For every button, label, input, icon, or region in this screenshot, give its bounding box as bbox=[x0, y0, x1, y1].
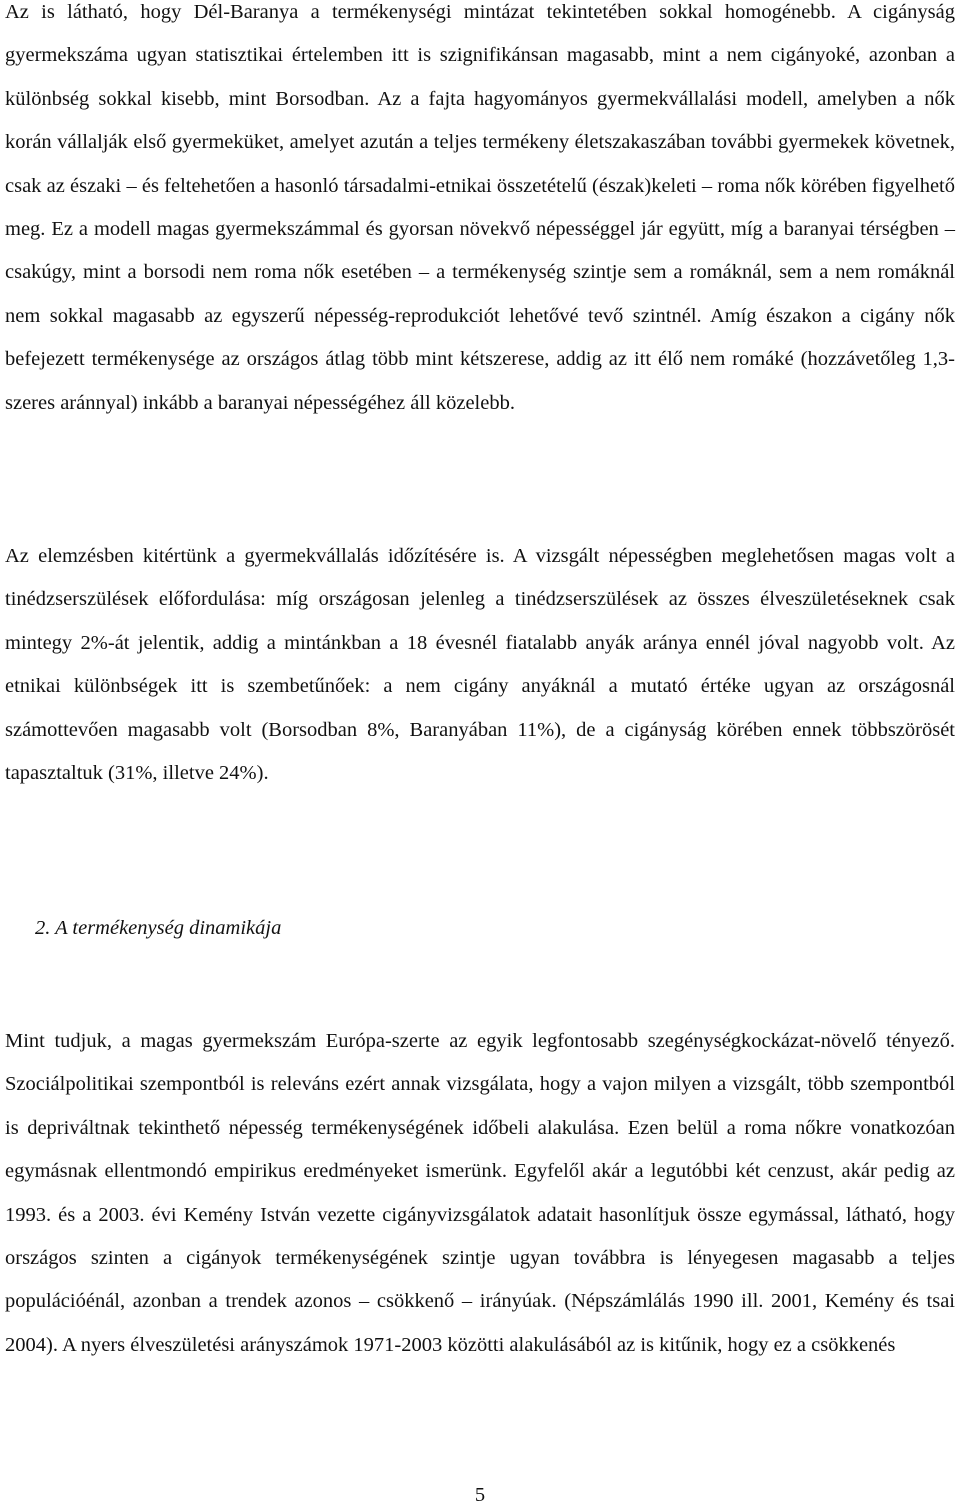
paragraph-fertility-dynamics: Mint tudjuk, a magas gyermekszám Európa-szerte az egyik legfontosabb szegénységkockázat-növelő tényező. Szociálpolitikai szempontból is releváns ezért annak vizsgálata, hogy a vajon milyen a vizsgált, több szempontból is depriváltnak tekinthető népesség termékenységének időbeli alakulása. Ezen belül a roma nőkre vonatkozóan egymásnak ellentmondó empirikus eredményeket ismerünk. Egyfelől akár a legutóbbi két cenzust, akár pedig az 1993. és a 2003. évi Kemény István vezette cigányvizsgálatok adatait hasonlítjuk össze egymással, látható, hogy országos szinten a cigányok termékenységének szintje ugyan továbbra is lényegesen magasabb a teljes populációénál, azonban a trendek azonos – csökkenő – irányúak. (Népszámlálás 1990 ill. 2001, Kemény és tsai 2004). A nyers élveszületési arányszámok 1971-2003 közötti alakulásából az is kitűnik, hogy ez a csökkenés bbox=[5, 1030, 955, 1356]
page-number: 5 bbox=[474, 1484, 486, 1506]
paragraph-fertility-pattern: Az is látható, hogy Dél-Baranya a termékenységi mintázat tekintetében sokkal homogénebb. A cigányság gyermekszáma ugyan statisztikai értelemben itt is szignifikánsan magasabb, mint a nem cigányoké, azonban a különbség sokkal kisebb, mint Borsodban. Az a fajta hagyományos gyermekvállalási modell, amelyben a nők korán vállalják első gyermeküket, amelyet azután a teljes termékeny életszakaszában további gyermekek követnek, csak az északi – és feltehetően a hasonló társadalmi-etnikai összetételű (észak)keleti – roma nők körében figyelhető meg. Ez a modell magas gyermekszámmal és gyorsan növekvő népességgel jár együtt, míg a baranyai térségben – csakúgy, mint a borsodi nem roma nők esetében – a termékenység szintje sem a romáknál, sem a nem romáknál nem sokkal magasabb az egyszerű népesség-reprodukciót lehetővé tevő szintnél. Amíg északon a cigány nők befejezett termékenysége az országos átlag több mint kétszerese, addig az itt élő nem romáké (hozzávetőleg 1,3-szeres aránnyal) inkább a baranyai népességéhez áll közelebb. bbox=[5, 1, 955, 414]
paragraph-teen-births: Az elemzésben kitértünk a gyermekvállalás időzítésére is. A vizsgált népességben meglehetősen magas volt a tinédzserszülések előfordulása: míg országosan jelenleg a tinédzserszülések az összes élveszületéseknek csak mintegy 2%-át jelentik, addig a mintánkban a 18 évesnél fiatalabb anyák aránya ennél jóval nagyobb volt. Az etnikai különbségek itt is szembetűnőek: a nem cigány anyáknál a mutató értéke ugyan az országosnál számottevően magasabb volt (Borsodban 8%, Baranyában 11%), de a cigányság körében ennek többszörösét tapasztaltuk (31%, illetve 24%). bbox=[5, 545, 955, 785]
section-heading: 2. A termékenység dinamikája bbox=[35, 917, 282, 939]
